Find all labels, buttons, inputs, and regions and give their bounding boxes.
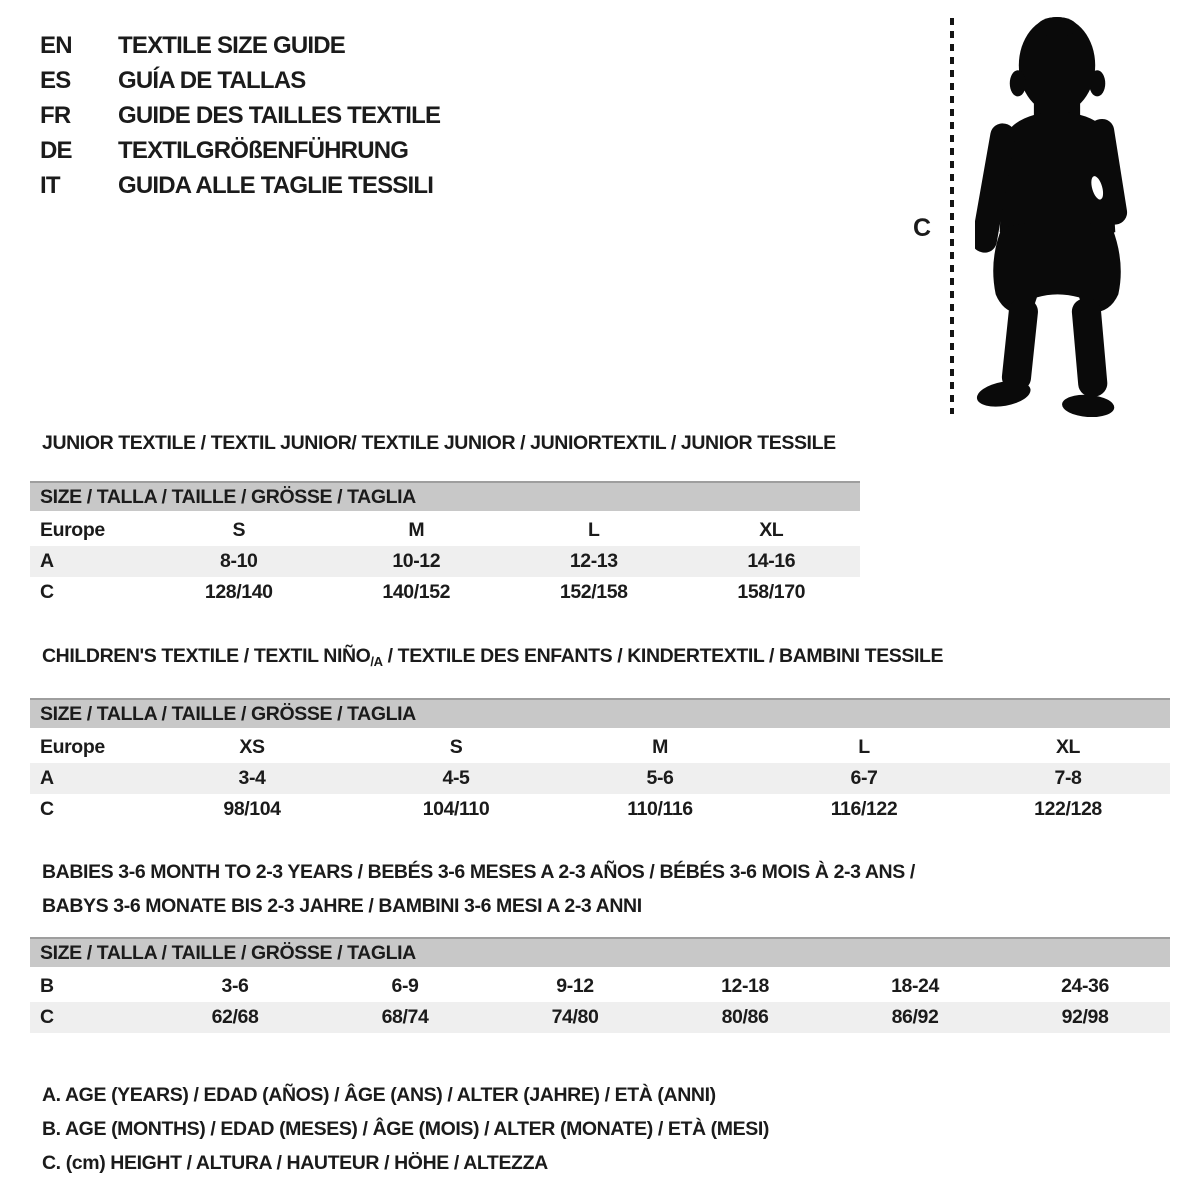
size-cell: L — [587, 519, 600, 541]
height-cell: 158/170 — [737, 581, 806, 603]
measure-legend — [42, 1078, 1170, 1180]
size-cell: XL — [1055, 736, 1081, 758]
row-label: A — [40, 767, 54, 789]
height-cell: 68/74 — [381, 1006, 429, 1028]
size-guide-content — [30, 432, 1170, 1180]
height-cell: 140/152 — [382, 581, 451, 603]
row-label: C — [40, 1006, 54, 1028]
legend-line-age-months: B. AGE (MONTHS) / EDAD (MESES) / ÂGE (MOIS) / ALTER (MONATE) / ETÀ (MESI) — [42, 1117, 769, 1140]
height-cell: 128/140 — [204, 581, 273, 603]
size-cell: L — [858, 736, 870, 758]
age-cell: 10-12 — [392, 550, 441, 572]
row-label: Europe — [40, 519, 105, 541]
language-row-it — [40, 168, 440, 203]
guide-title: GUIDA ALLE TAGLIE TESSILI — [118, 171, 434, 199]
months-cell: 6-9 — [391, 975, 419, 997]
age-cell: 12-13 — [569, 550, 618, 572]
size-cell: M — [408, 519, 425, 541]
row-label: B — [40, 975, 54, 997]
language-code: FR — [40, 101, 71, 129]
size-cell: XL — [759, 519, 784, 541]
row-label: Europe — [40, 736, 105, 758]
row-label: C — [40, 798, 54, 820]
language-row-en — [40, 28, 440, 63]
height-cell: 98/104 — [223, 798, 281, 820]
row-label: A — [40, 550, 54, 572]
height-cell: 110/116 — [627, 798, 693, 820]
legend-line-height: C. (cm) HEIGHT / ALTURA / HAUTEUR / HÖHE / ALTEZZA — [42, 1151, 548, 1174]
guide-title: GUÍA DE TALLAS — [118, 66, 306, 94]
language-code: EN — [40, 31, 72, 59]
height-measure-label: C — [913, 214, 931, 242]
age-cell: 3-4 — [238, 767, 266, 789]
size-cell: M — [652, 736, 668, 758]
section-title-children-sub: /A — [370, 654, 383, 669]
table-row-age — [30, 546, 860, 577]
junior-size-table — [30, 481, 860, 608]
height-cell: 80/86 — [721, 1006, 769, 1028]
guide-title: TEXTILE SIZE GUIDE — [118, 31, 345, 59]
row-label: C — [40, 581, 54, 603]
table-row-height — [30, 794, 1170, 825]
age-cell: 7-8 — [1054, 767, 1082, 789]
height-cell: 62/68 — [211, 1006, 259, 1028]
language-title-list — [40, 28, 440, 203]
language-row-es — [40, 63, 440, 98]
language-code: DE — [40, 136, 72, 164]
months-cell: 9-12 — [556, 975, 594, 997]
size-cell: S — [232, 519, 246, 541]
size-table-header: SIZE / TALLA / TAILLE / GRÖSSE / TAGLIA — [30, 698, 1170, 728]
age-cell: 6-7 — [850, 767, 878, 789]
language-code: ES — [40, 66, 71, 94]
age-cell: 14-16 — [747, 550, 796, 572]
height-cell: 122/128 — [1034, 798, 1102, 820]
size-table-header: SIZE / TALLA / TAILLE / GRÖSSE / TAGLIA — [30, 481, 860, 511]
babies-size-table — [30, 937, 1170, 1033]
guide-title: TEXTILGRÖßENFÜHRUNG — [118, 136, 409, 164]
table-row-europe — [30, 515, 860, 546]
section-title-babies-line1: BABIES 3-6 MONTH TO 2-3 YEARS / BEBÉS 3-6 MESES A 2-3 AÑOS / BÉBÉS 3-6 MOIS À 2-3 ANS / — [42, 861, 915, 883]
height-cell: 104/110 — [422, 798, 490, 820]
section-title-babies — [42, 855, 1170, 923]
table-row-height — [30, 1002, 1170, 1033]
months-cell: 12-18 — [721, 975, 769, 997]
age-cell: 8-10 — [220, 550, 258, 572]
section-title-junior: JUNIOR TEXTILE / TEXTIL JUNIOR/ TEXTILE JUNIOR / JUNIORTEXTIL / JUNIOR TESSILE — [42, 432, 836, 454]
age-cell: 4-5 — [442, 767, 470, 789]
section-title-children-suffix: / TEXTILE DES ENFANTS / KINDERTEXTIL / BAMBINI TESSILE — [382, 645, 944, 667]
section-title-children-prefix: CHILDREN'S TEXTILE / TEXTIL NIÑO — [42, 645, 371, 667]
table-row-europe — [30, 732, 1170, 763]
children-size-table — [30, 698, 1170, 825]
size-table-header: SIZE / TALLA / TAILLE / GRÖSSE / TAGLIA — [30, 937, 1170, 967]
height-cell: 92/98 — [1061, 1006, 1109, 1028]
height-figure — [905, 14, 1175, 426]
size-cell: S — [449, 736, 463, 758]
size-cell: XS — [239, 736, 265, 758]
height-cell: 152/158 — [559, 581, 628, 603]
height-dashed-line-icon — [950, 18, 954, 414]
section-title-children — [42, 645, 1170, 673]
table-row-months — [30, 971, 1170, 1002]
height-cell: 74/80 — [551, 1006, 599, 1028]
legend-line-age-years: A. AGE (YEARS) / EDAD (AÑOS) / ÂGE (ANS) / ALTER (JAHRE) / ETÀ (ANNI) — [42, 1083, 716, 1106]
section-title-babies-line2: BABYS 3-6 MONATE BIS 2-3 JAHRE / BAMBINI 3-6 MESI A 2-3 ANNI — [42, 895, 642, 917]
language-code: IT — [40, 171, 60, 199]
height-cell: 86/92 — [891, 1006, 939, 1028]
language-row-fr — [40, 98, 440, 133]
table-row-age — [30, 763, 1170, 794]
height-cell: 116/122 — [830, 798, 898, 820]
age-cell: 5-6 — [646, 767, 674, 789]
toddler-silhouette-icon — [975, 15, 1137, 417]
months-cell: 24-36 — [1061, 975, 1109, 997]
language-row-de — [40, 133, 440, 168]
months-cell: 3-6 — [221, 975, 249, 997]
guide-title: GUIDE DES TAILLES TEXTILE — [118, 101, 441, 129]
table-row-height — [30, 577, 860, 608]
months-cell: 18-24 — [891, 975, 939, 997]
